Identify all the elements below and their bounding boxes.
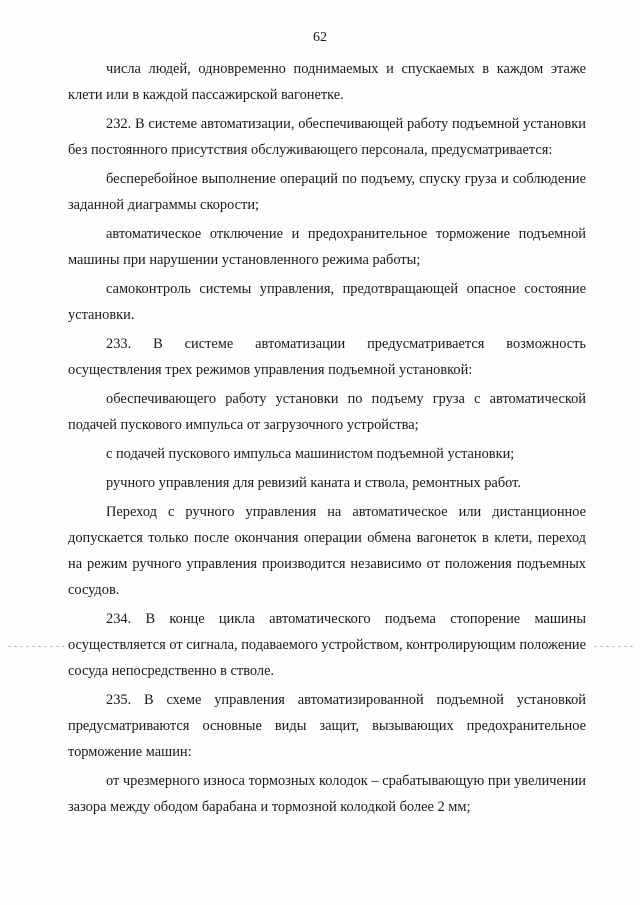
- paragraph-235: 235. В схеме управления автоматизированной подъемной установкой предусматриваются основные виды защит, вызывающих предохранительное торможение машин:: [68, 692, 586, 760]
- paragraph-234: 234. В конце цикла автоматического подъема стопорение машины осуществляется от сигнала, подаваемого устройством, контролирующим положение сосуда непосредственно в стволе.: [68, 611, 586, 679]
- list-item: автоматическое отключение и предохранительное торможение подъемной машины при нарушении установленного режима работы;: [68, 226, 586, 268]
- list-item: обеспечивающего работу установки по подъему груза с автоматической подачей пускового импульса от загрузочного устройства;: [68, 391, 586, 433]
- list-item: бесперебойное выполнение операций по подъему, спуску груза и соблюдение заданной диаграммы скорости;: [68, 171, 586, 213]
- list-item: с подачей пускового импульса машинистом подъемной установки;: [106, 446, 515, 462]
- scan-artifact-right: [594, 646, 634, 647]
- list-item: от чрезмерного износа тормозных колодок – срабатывающую при увеличении зазора между ободом барабана и тормозной колодкой более 2 мм;: [68, 773, 586, 815]
- scan-artifact-left: [8, 646, 64, 647]
- paragraph-233: 233. В системе автоматизации предусматривается возможность осуществления трех режимов управления подъемной установкой:: [68, 336, 586, 378]
- paragraph-232: 232. В системе автоматизации, обеспечивающей работу подъемной установки без постоянного присутствия обслуживающего персонала, предусматривается:: [68, 116, 586, 158]
- list-item: ручного управления для ревизий каната и ствола, ремонтных работ.: [106, 475, 521, 491]
- paragraph-transition: Переход с ручного управления на автоматическое или дистанционное допускается только после окончания операции обмена вагонеток в клети, переход на режим ручного управления производится независимо от положения подъемных сосудов.: [68, 504, 586, 598]
- paragraph-continuation: числа людей, одновременно поднимаемых и спускаемых в каждом этаже клети или в каждой пассажирской вагонетке.: [68, 61, 586, 103]
- document-body: [68, 56, 586, 820]
- list-item: самоконтроль системы управления, предотвращающей опасное состояние установки.: [68, 281, 586, 323]
- page-number: 62: [313, 30, 327, 45]
